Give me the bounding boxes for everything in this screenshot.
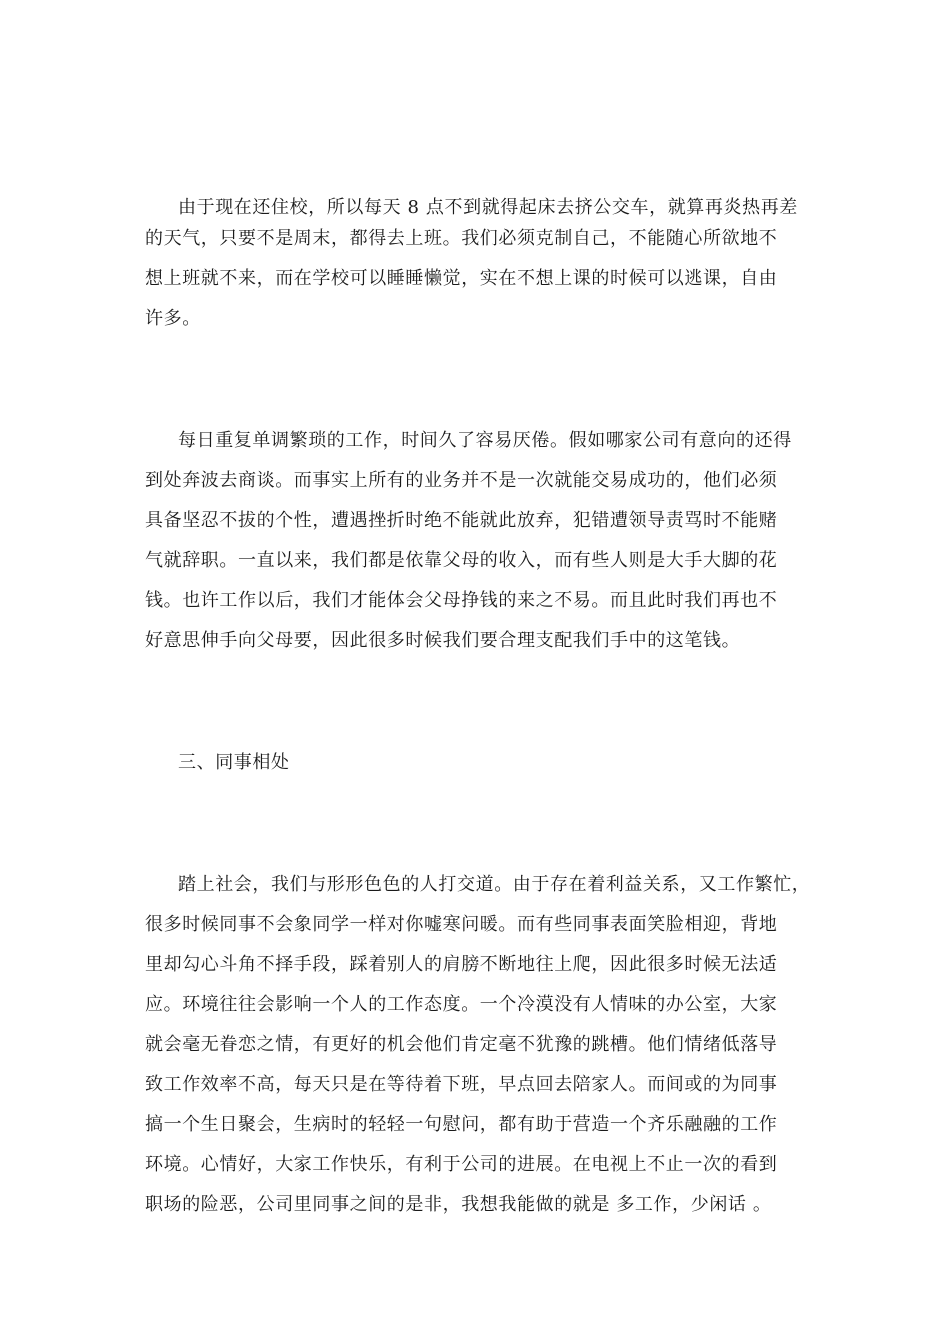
text-line: 许多。 [145,308,201,329]
text-line: 想上班就不来，而在学校可以睡睡懒觉，实在不想上课的时候可以逃课，自由 [145,268,778,289]
text-line: 好意思伸手向父母要，因此很多时候我们要合理支配我们手中的这笔钱。 [145,630,741,651]
text-line: 职场的险恶，公司里同事之间的是非，我想我能做的就是 多工作，少闲话 。 [145,1194,772,1215]
text-line: 就会毫无眷恋之情，有更好的机会他们肯定毫不犹豫的跳槽。他们情绪低落导 [145,1034,778,1055]
paragraph-spacer [145,661,810,743]
text-line: 具备坚忍不拔的个性，遭遇挫折时绝不能就此放弃，犯错遭领导责骂时不能赌 [145,510,778,531]
text-line: 搞一个生日聚会，生病时的轻轻一句慰问，都有助于营造一个齐乐融融的工作 [145,1114,778,1135]
text-line: 到处奔波去商谈。而事实上所有的业务并不是一次就能交易成功的，他们必须 [145,470,778,491]
text-line: 的天气，只要不是周末，都得去上班。我们必须克制自己，不能随心所欲地不 [145,228,778,249]
text-line: 致工作效率不高，每天只是在等待着下班，早点回去陪家人。而间或的为同事 [145,1074,778,1095]
text-line: 钱。也许工作以后，我们才能体会父母挣钱的来之不易。而且此时我们再也不 [145,590,778,611]
text-line: 很多时候同事不会象同学一样对你嘘寒问暖。而有些同事表面笑脸相迎，背地 [145,914,778,935]
text-line: 应。环境往往会影响一个人的工作态度。一个冷漠没有人情味的办公室，大家 [145,994,778,1015]
paragraph-colleagues [145,865,810,1225]
section-heading: 三、同事相处 [178,752,290,773]
paragraph-spacer [145,339,810,421]
text-line: 每日重复单调繁琐的工作，时间久了容易厌倦。假如哪家公司有意向的还得 [178,430,792,451]
paragraph-commute [145,193,810,339]
text-line: 气就辞职。一直以来，我们都是依靠父母的收入，而有些人则是大手大脚的花 [145,550,778,571]
text-line: 环境。心情好，大家工作快乐，有利于公司的进展。在电视上不止一次的看到 [145,1154,778,1175]
document-body [145,193,810,1225]
text-line: 由于现在还住校，所以每天 8 点不到就得起床去挤公交车，就算再炎热再差 [178,197,798,218]
text-line: 里却勾心斗角不择手段，踩着别人的肩膀不断地往上爬，因此很多时候无法适 [145,954,778,975]
paragraph-spacer [145,783,810,865]
text-line: 踏上社会，我们与形形色色的人打交道。由于存在着利益关系，又工作繁忙， [178,874,811,895]
paragraph-routine-work [145,421,810,661]
